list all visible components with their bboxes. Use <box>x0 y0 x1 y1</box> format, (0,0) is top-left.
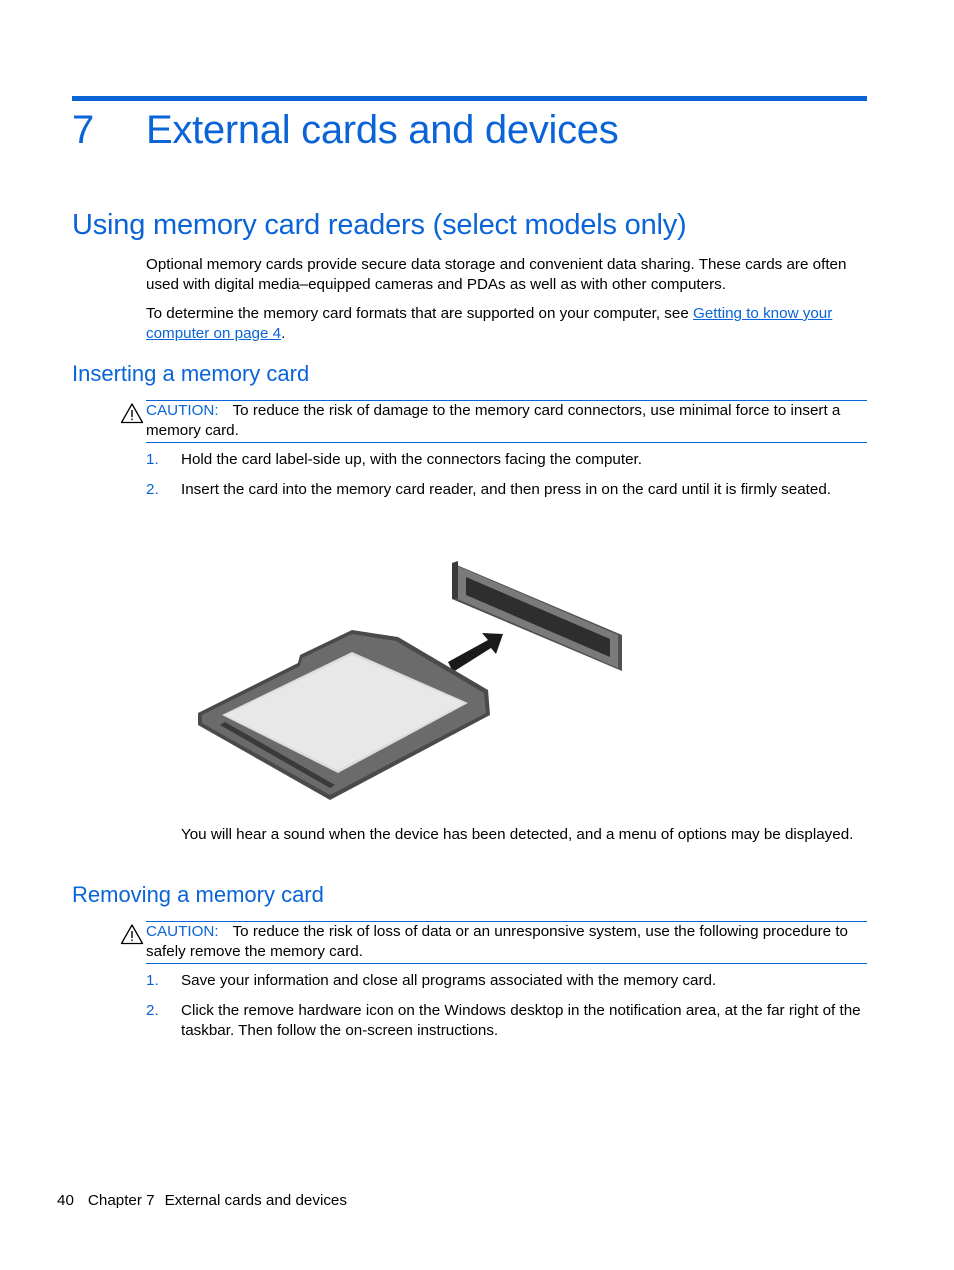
chapter-title: External cards and devices <box>146 108 619 152</box>
memory-card <box>198 630 490 800</box>
section-title: Using memory card readers (select models only) <box>72 209 687 241</box>
step-text: Hold the card label-side up, with the connectors facing the computer. <box>181 451 642 468</box>
step-number: 2. <box>146 481 159 498</box>
step-text: Insert the card into the memory card reader, and then press in on the card until it is firmly seated. <box>181 481 832 498</box>
memory-card-illustration <box>190 555 635 805</box>
removing-caution <box>146 921 867 964</box>
page-footer <box>57 1191 361 1211</box>
step-number: 2. <box>146 1002 159 1019</box>
inserting-heading: Inserting a memory card <box>72 361 310 386</box>
formats-paragraph-suffix: . <box>281 324 286 342</box>
step-number: 1. <box>146 451 159 468</box>
step-text: Click the remove hardware icon on the Windows desktop in the notification area, at the far right of the taskbar. Then follow the on-screen instructions. <box>181 1002 861 1039</box>
caution-label: CAUTION: <box>146 923 219 940</box>
warning-icon <box>120 923 144 945</box>
chapter-rule <box>72 96 867 101</box>
caution-label: CAUTION: <box>146 402 219 419</box>
footer-title: External cards and devices <box>164 1192 347 1209</box>
warning-icon <box>120 402 144 424</box>
removing-heading: Removing a memory card <box>72 882 324 907</box>
step-number: 1. <box>146 972 159 989</box>
page-number: 40 <box>57 1192 74 1209</box>
chapter-number: 7 <box>72 108 95 152</box>
footer-chapter: Chapter 7 <box>87 1192 155 1209</box>
intro-paragraph: Optional memory cards provide secure data storage and convenient data sharing. These cards are often used with digital media–equipped cameras and PDAs as well as with other computers. <box>146 256 847 293</box>
detection-paragraph: You will hear a sound when the device has been detected, and a menu of options may be displayed. <box>181 826 854 843</box>
formats-paragraph <box>146 304 866 343</box>
getting-to-know-link[interactable]: Getting to know your computer on page 4 <box>146 305 833 342</box>
caution-text: To reduce the risk of damage to the memory card connectors, use minimal force to insert a memory card. <box>146 402 841 439</box>
caution-text: To reduce the risk of loss of data or an unresponsive system, use the following procedure to safely remove the memory card. <box>146 923 849 960</box>
insert-arrow-icon <box>448 633 503 672</box>
formats-paragraph-prefix: To determine the memory card formats that are supported on your computer, see <box>146 305 694 322</box>
step-text: Save your information and close all programs associated with the memory card. <box>181 972 717 989</box>
inserting-caution <box>146 400 867 443</box>
